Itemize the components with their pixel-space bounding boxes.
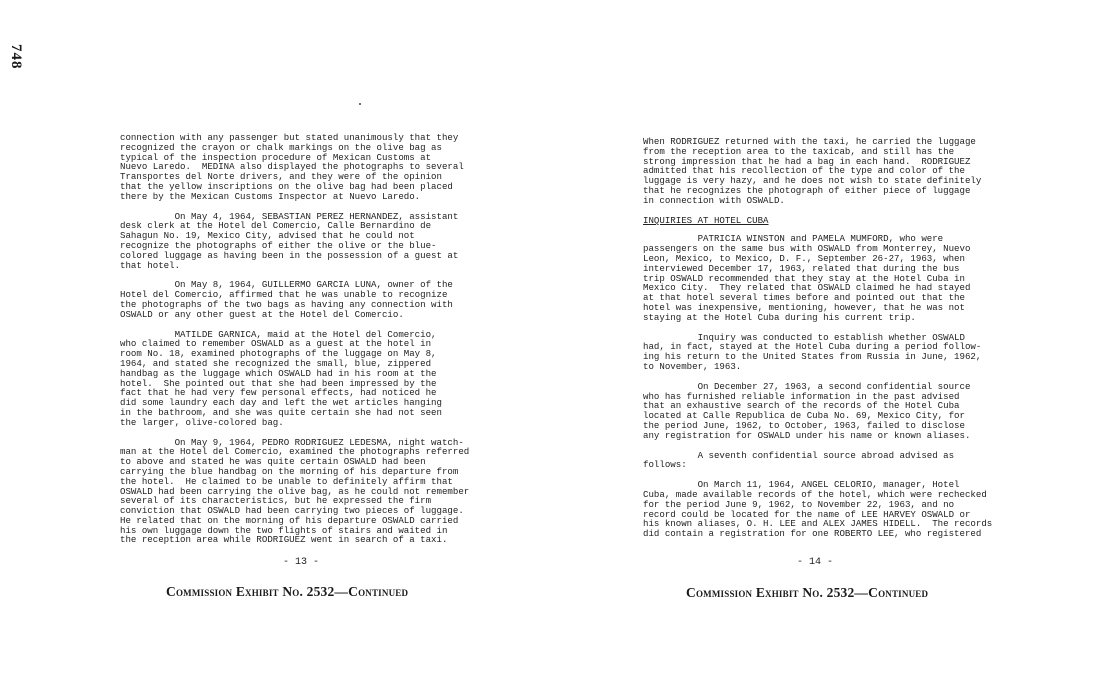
paragraph: PATRICIA WINSTON and PAMELA MUMFORD, who were passengers on the same bus with OSWALD from Monterrey, Nuevo Leon, Mexico, to Mexico, D. F., September 26-27, 1963, when interviewed December 17, 1963, related that during the bus trip OSWALD recommended that they stay at the Hotel Cuba in Mexico City. They related that OSWALD claimed he had stayed at that hotel several times before and pointed out that the hotel was inexpensive, mentioning, however, that he was not staying at the Hotel Cuba during his current trip. bbox=[643, 233, 971, 323]
paragraph: On December 27, 1963, a second confidential source who has furnished reliable information in the past advised that an exhaustive search of the records of the Hotel Cuba located at Calle Republica de Cuba No. 69, Mexico City, for the period June, 1962, to October, 1963, failed to disclose any registration for OSWALD under his name or known aliases. bbox=[643, 380, 971, 441]
paragraph: On May 4, 1964, SEBASTIAN PEREZ HERNANDEZ, assistant desk clerk at the Hotel del Comercio, Calle Bernardino de Sahagun No. 19, Mexico City, advised that he could not recognize the photographs of either the olive or the blue- colored luggage as having been in the possession of a guest at that hotel. bbox=[120, 210, 459, 271]
paragraph: A seventh confidential source abroad advised as follows: bbox=[643, 449, 955, 471]
paragraph: Inquiry was conducted to establish whether OSWALD had, in fact, stayed at the Hotel Cuba during a period follow- ing his return to the United States from Russia in June, 1962, to November, 1963. bbox=[643, 331, 982, 372]
section-heading: INQUIRIES AT HOTEL CUBA bbox=[643, 214, 769, 226]
paragraph: On March 11, 1964, ANGEL CELORIO, manager, Hotel Cuba, made available records of the hotel, which were rechecked for the period June 9, 1962, to November 22, 1963, and no record could be located for the name of LEE HARVEY OSWALD or his known aliases, O. H. LEE and ALEX JAMES HIDELL. The records did contain a registration for one ROBERTO LEE, who registered bbox=[643, 479, 993, 540]
right-page-caption: Commission Exhibit No. 2532—Continued bbox=[686, 585, 929, 600]
left-page-body bbox=[120, 133, 500, 555]
paragraph: On May 8, 1964, GUILLERMO GARCIA LUNA, owner of the Hotel del Comercio, affirmed that he was unable to recognize the photographs of the two bags as having any connection with OSWALD or any other guest at the Hotel del Comercio. bbox=[120, 279, 453, 320]
paragraph: connection with any passenger but stated unanimously that they recognized the crayon or chalk markings on the olive bag as typical of the inspection procedure of Mexican Customs at Nuevo Laredo. MEDINA also displayed the photographs to several Transportes del Norte drivers, and they were of the opinion that the yellow inscriptions on the olive bag had been placed there by the Mexican Customs Inspector at Nuevo Laredo. bbox=[120, 132, 464, 202]
paragraph: On May 9, 1964, PEDRO RODRIGUEZ LEDESMA, night watch- man at the Hotel del Comercio, examined the photographs referred to above and stated he was quite certain OSWALD had been carrying the blue handbag on the morning of his departure from the hotel. He claimed to be unable to definitely affirm that OSWALD had been carrying the olive bag, as he could not remember several of its characteristics, but he expressed the firm conviction that OSWALD had been carrying two pieces of luggage. He related that on the morning of his departure OSWALD carried his own luggage down the two flights of stairs and waited in the reception area while RODRIGUEZ went in search of a taxi. bbox=[120, 436, 470, 546]
stray-mark bbox=[359, 103, 361, 105]
left-page-caption: Commission Exhibit No. 2532—Continued bbox=[166, 584, 409, 599]
page-number: 748 bbox=[8, 44, 24, 70]
left-page-folio: - 13 - bbox=[283, 557, 320, 568]
paragraph: When RODRIGUEZ returned with the taxi, he carried the luggage from the reception area to the taxicab, and still has the strong impression that he had a bag in each hand. RODRIGUEZ admitted that his recollection of the type and color of the luggage is very hazy, and he does not wish to state definitely that he recognizes the photograph of either piece of luggage in connection with OSWALD. bbox=[643, 136, 982, 206]
right-page-body bbox=[643, 137, 1015, 549]
right-page-folio: - 14 - bbox=[797, 557, 834, 568]
paragraph: MATILDE GARNICA, maid at the Hotel del Comercio, who claimed to remember OSWALD as a guest at the hotel in room No. 18, examined photographs of the luggage on May 8, 1964, and stated she recognized the small, blue, zippered handbag as the luggage which OSWALD had in his room at the hotel. She pointed out that she had been impressed by the fact that he had very few personal effects, had noticed he did some laundry each day and left the wet articles hanging in the bathroom, and she was quite certain she had not seen the larger, olive-colored bag. bbox=[120, 328, 442, 428]
